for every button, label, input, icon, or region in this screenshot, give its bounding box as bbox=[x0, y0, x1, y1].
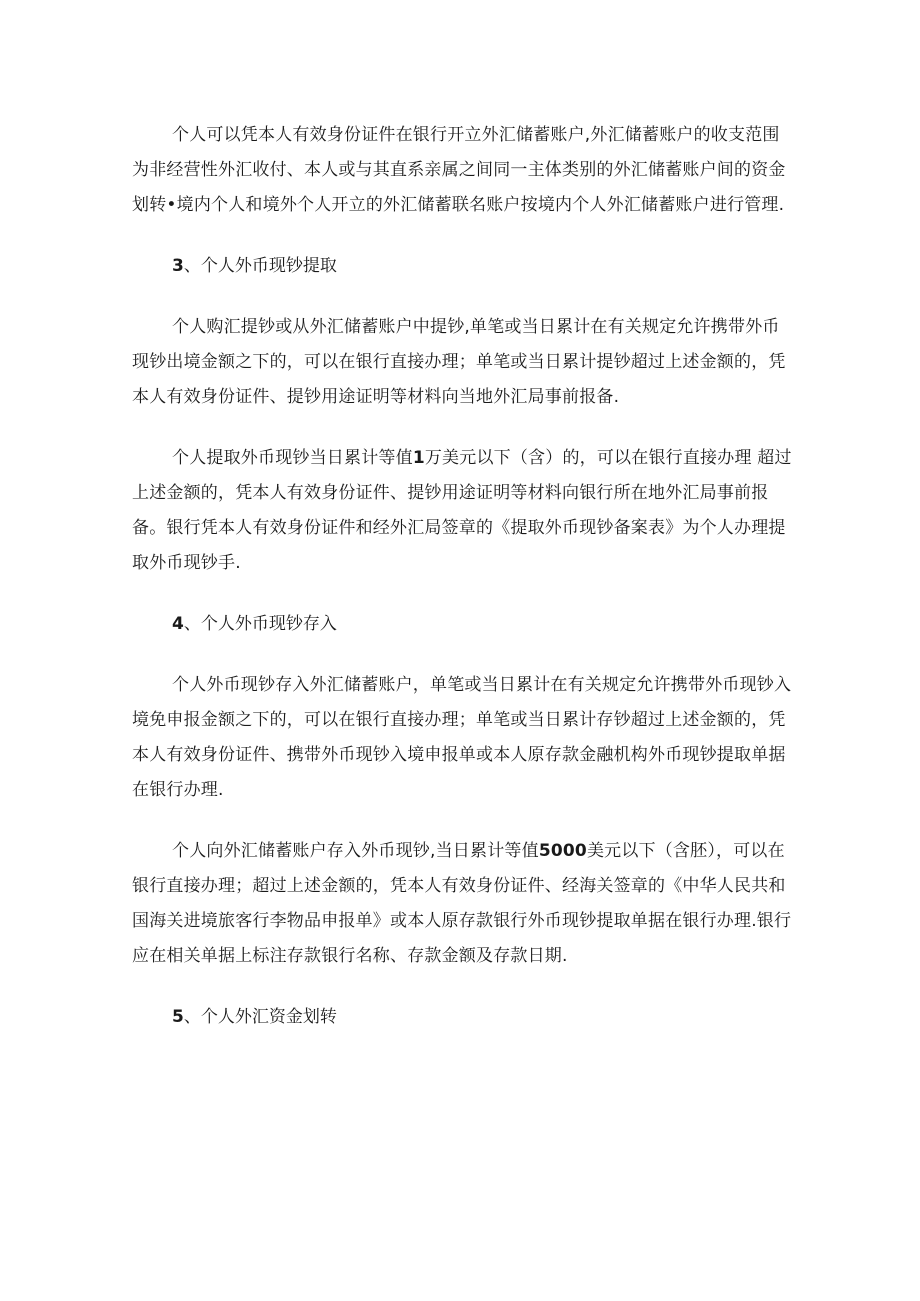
text-segment: 美元以下（含胚），可以在银行直接办理；超过上述金额的，凭本人有效身份证件、经海关签章的《中华人民共和国海关进境旅客行李物品申报单》或本人原存款银行外币现钞提取单据在银行办理.银行应在相关单据上标注存款银行名称、存款金额及存款日期. bbox=[132, 841, 792, 966]
section-heading-cash-withdrawal bbox=[132, 249, 796, 284]
text-segment: 万美元以下（含）的，可以在银行直接办理 超过上述金额的，凭本人有效身份证件、提钞用途证明等材料向银行所在地外汇局事前报备。银行凭本人有效身份证件和经外汇局签章的《提取外币现钞备案表》为个人办理提取外币现钞手. bbox=[132, 448, 792, 573]
amount-value: 1 bbox=[412, 448, 425, 468]
paragraph-deposit-limit bbox=[132, 834, 796, 974]
section-title: 、个人外币现钞提取 bbox=[183, 256, 337, 276]
section-title: 、个人外币现钞存入 bbox=[183, 614, 337, 634]
section-number: 4 bbox=[172, 614, 184, 634]
section-number: 5 bbox=[172, 1007, 184, 1027]
section-heading-fund-transfer bbox=[132, 1000, 796, 1035]
section-number: 3 bbox=[172, 256, 184, 276]
section-heading-cash-deposit bbox=[132, 607, 796, 642]
document-body bbox=[132, 118, 796, 1035]
paragraph-withdrawal-rules: 个人购汇提钞或从外汇储蓄账户中提钞,单笔或当日累计在有关规定允许携带外币现钞出境金额之下的，可以在银行直接办理；单笔或当日累计提钞超过上述金额的，凭本人有效身份证件、提钞用途证明等材料向当地外汇局事前报备. bbox=[132, 317, 786, 407]
paragraph-withdrawal-limit bbox=[132, 441, 796, 581]
amount-value: 5000 bbox=[538, 841, 587, 861]
paragraph-savings-account: 个人可以凭本人有效身份证件在银行开立外汇储蓄账户,外汇储蓄账户的收支范围为非经营性外汇收付、本人或与其直系亲属之间同一主体类别的外汇储蓄账户间的资金划转•境内个人和境外个人开立的外汇储蓄联名账户按境内个人外汇储蓄账户进行管理. bbox=[132, 125, 786, 215]
text-segment: 个人向外汇储蓄账户存入外币现钞,当日累计等值 bbox=[172, 841, 539, 861]
paragraph-deposit-rules: 个人外币现钞存入外汇储蓄账户，单笔或当日累计在有关规定允许携带外币现钞入境免申报金额之下的，可以在银行直接办理；单笔或当日累计存钞超过上述金额的，凭本人有效身份证件、携带外币现钞入境申报单或本人原存款金融机构外币现钞提取单据在银行办理. bbox=[132, 675, 792, 800]
section-title: 、个人外汇资金划转 bbox=[183, 1007, 337, 1027]
text-segment: 个人提取外币现钞当日累计等值 bbox=[172, 448, 413, 468]
